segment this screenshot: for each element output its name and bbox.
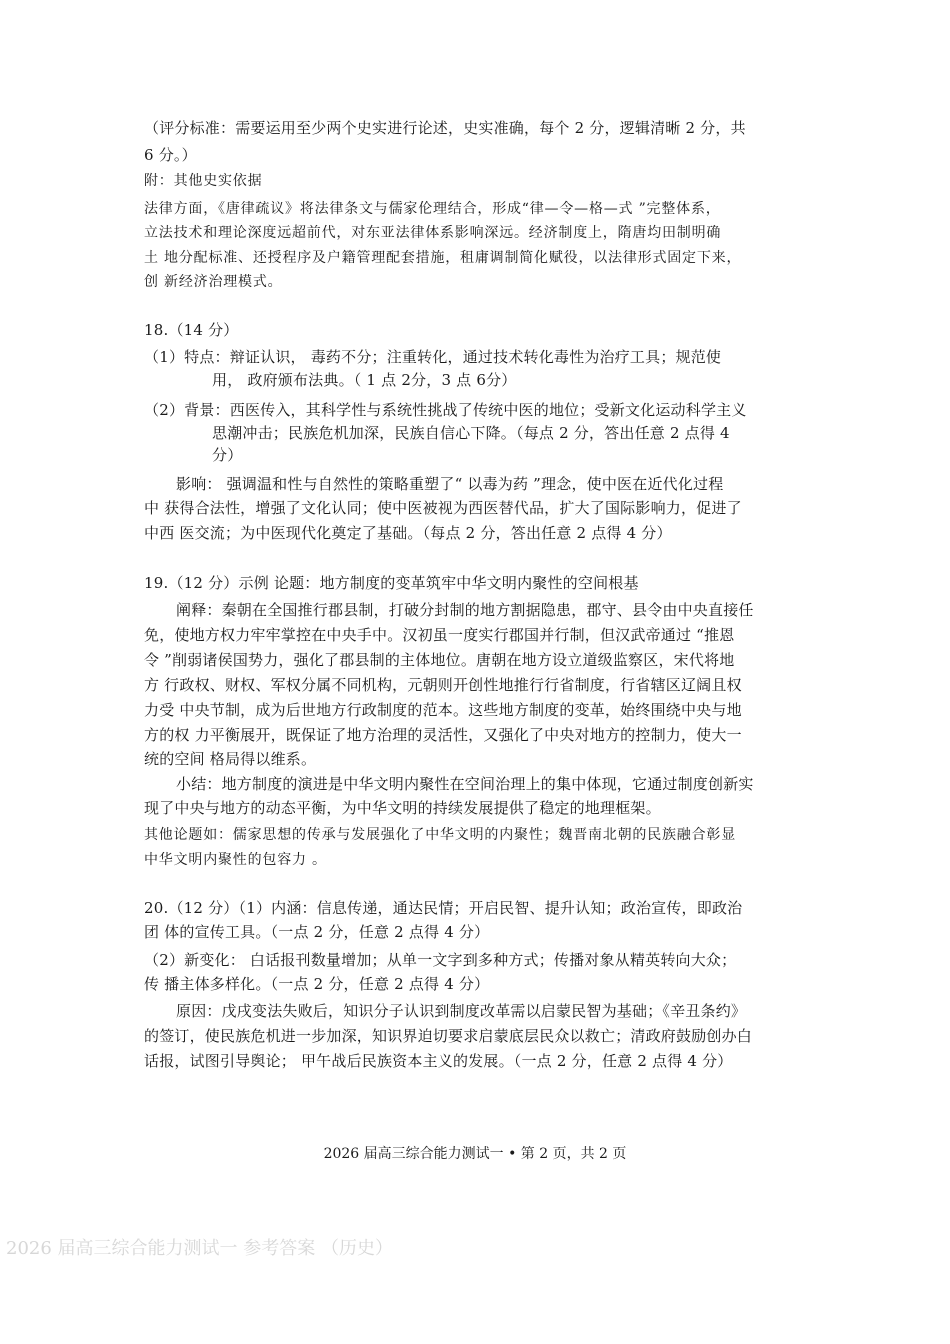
q19-summary-line: 小结：地方制度的演进是中华文明内聚性在空间治理上的集中体现，它通过制度创新实 <box>176 775 754 793</box>
q19-line: 令 ”削弱诸侯国势力，强化了郡县制的主体地位。唐朝在地方设立道级监察区，宋代将地 <box>144 651 735 669</box>
q19-line: 方 行政权、财权、军权分属不同机构，元朝则开创性地推行行省制度，行省辖区辽阔且权 <box>144 676 742 694</box>
appendix-title: 附：其他史实依据 <box>144 173 263 189</box>
q18-impact-line-1: 影响： 强调温和性与自然性的策略重塑了“ 以毒为药 ”理念，使中医在近代化过程 <box>176 475 724 493</box>
q18-part2-line-1: （2）背景：西医传入，其科学性与系统性挑战了传统中医的地位；受新文化运动科学主义 <box>144 401 747 419</box>
q19-other-topics-line-2: 中华文明内聚性的包容力 。 <box>144 852 327 868</box>
q18-part2-line-3: 分） <box>212 446 243 464</box>
q19-line: 阐释：秦朝在全国推行郡县制，打破分封制的地方割据隐患，郡守、县令由中央直接任 <box>176 601 754 619</box>
q18-part1-line-2: 用， 政府颁布法典。（ 1 点 2分，3 点 6分） <box>212 371 517 389</box>
appendix-line: 创 新经济治理模式。 <box>144 274 283 290</box>
q19-other-topics-line-1: 其他论题如：儒家思想的传承与发展强化了中华文明的内聚性；魏晋南北朝的民族融合彰显 <box>144 827 736 843</box>
q19-line: 免，使地方权力牢牢掌控在中央手中。汉初虽一度实行郡国并行制，但汉武帝通过 “推恩 <box>144 626 735 644</box>
page-footer: 2026 届高三综合能力测试一 • 第 2 页，共 2 页 <box>323 1146 627 1162</box>
q19-line: 力受 中央节制，成为后世地方行政制度的范本。这些地方制度的变革，始终围绕中央与地 <box>144 701 742 719</box>
q19-line: 统的空间 格局得以维系。 <box>144 750 317 768</box>
q20-reason-line: 的签订，使民族危机进一步加深，知识界迫切要求启蒙底层民众以救亡；清政府鼓励创办白 <box>144 1027 753 1045</box>
q19-line: 方的权 力平衡展开，既保证了地方治理的灵活性，又强化了中央对地方的控制力，使大一 <box>144 726 742 744</box>
grading-note-line-2: 6 分。） <box>144 146 197 164</box>
q20-reason-line: 话报，试图引导舆论； 甲午战后民族资本主义的发展。（一点 2 分，任意 2 点得 4 分） <box>144 1052 733 1070</box>
q20-line: 传 播主体多样化。（一点 2 分，任意 2 点得 4 分） <box>144 975 490 993</box>
watermark: 2026 届高三综合能力测试一 参考答案 （历史） <box>6 1238 393 1259</box>
q19-header: 19.（12 分）示例 论题：地方制度的变革筑牢中华文明内聚性的空间根基 <box>144 574 639 592</box>
q20-line: 团 体的宣传工具。（一点 2 分，任意 2 点得 4 分） <box>144 923 490 941</box>
q19-summary-line: 现了中央与地方的动态平衡，为中华文明的持续发展提供了稳定的地理框架。 <box>144 799 661 817</box>
appendix-line: 立法技术和理论深度远超前代，对东亚法律体系影响深远。经济制度上，隋唐均田制明确 <box>144 225 722 241</box>
appendix-line: 法律方面，《唐律疏议》将法律条文与儒家伦理结合，形成“律—令—格—式 ”完整体系， <box>144 201 721 217</box>
appendix-line: 土 地分配标准、还授程序及户籍管理配套措施，租庸调制简化赋役，以法律形式固定下来， <box>144 250 742 266</box>
q18-part1-line-1: （1）特点：辩证认识， 毒药不分；注重转化，通过技术转化毒性为治疗工具；规范使 <box>144 348 722 366</box>
q20-reason-line: 原因：戊戌变法失败后，知识分子认识到制度改革需以启蒙民智为基础；《辛丑条约》 <box>176 1002 747 1020</box>
q18-header: 18.（14 分） <box>144 321 239 339</box>
grading-note-line-1: （评分标准：需要运用至少两个史实进行论述，史实准确，每个 2 分，逻辑清晰 2 分，共 <box>144 119 746 137</box>
q18-impact-line-2: 中 获得合法性，增强了文化认同；使中医被视为西医替代品，扩大了国际影响力，促进了 <box>144 499 742 517</box>
q20-line: 20.（12 分）（1）内涵：信息传递，通达民情；开启民智、提升认知；政治宣传，即政治 <box>144 899 743 917</box>
q18-part2-line-2: 思潮冲击；民族危机加深，民族自信心下降。（每点 2 分，答出任意 2 点得 4 <box>212 424 730 442</box>
q20-line: （2）新变化： 白话报刊数量增加；从单一文字到多种方式；传播对象从精英转向大众； <box>144 951 737 969</box>
q18-impact-line-3: 中西 医交流；为中医现代化奠定了基础。（每点 2 分，答出任意 2 点得 4 分） <box>144 524 672 542</box>
